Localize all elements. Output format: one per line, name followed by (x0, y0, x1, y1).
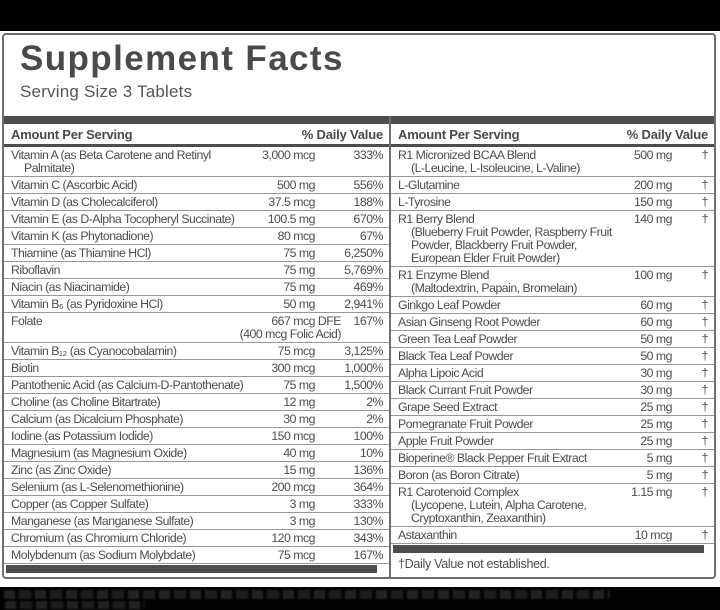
table-row (391, 399, 714, 416)
table-row (4, 211, 389, 228)
nutrient-name: Iodine (as Potassium Iodide) (11, 429, 153, 443)
nutrient-name: Alpha Lipoic Acid (398, 366, 484, 380)
left-table (4, 116, 389, 577)
nutrient-amount: 3,000 mcg (262, 148, 315, 162)
nutrient-daily-value: † (701, 178, 708, 192)
nutrient-amount: 50 mg (283, 297, 315, 311)
nutrient-name: Choline (as Choline Bitartrate) (11, 395, 161, 409)
table-row (4, 513, 389, 530)
table-row (4, 245, 389, 262)
nutrient-name: Vitamin B₆ (as Pyridoxine HCl) (11, 297, 163, 311)
table-row (4, 462, 389, 479)
table-row (4, 177, 389, 194)
table-row (391, 147, 714, 177)
nutrient-name: Vitamin A (as Beta Carotene and Retinyl Palmitate) (11, 148, 211, 175)
nutrient-name: Vitamin B₁₂ (as Cyanocobalamin) (11, 344, 177, 358)
table-row (4, 496, 389, 513)
nutrient-daily-value: † (701, 528, 708, 542)
nutrient-daily-value: 2% (366, 412, 383, 426)
table-row (391, 177, 714, 194)
nutrient-amount: 75 mg (283, 378, 315, 392)
nutrient-daily-value: 1,000% (344, 361, 383, 375)
nutrient-name: Manganese (as Manganese Sulfate) (11, 514, 194, 528)
nutrient-name: Magnesium (as Magnesium Oxide) (11, 446, 187, 460)
table-row (4, 296, 389, 313)
nutrient-name: Folate (11, 314, 43, 328)
nutrient-daily-value: 130% (353, 514, 383, 528)
table-row (4, 194, 389, 211)
nutrient-amount: 30 mg (283, 412, 315, 426)
nutrient-daily-value: 1,500% (344, 378, 383, 392)
nutrient-name: Bioperine® Black Pepper Fruit Extract (398, 451, 587, 465)
nutrient-daily-value: † (701, 485, 708, 499)
nutrient-daily-value: † (701, 383, 708, 397)
nutrient-name: Asian Ginseng Root Powder (398, 315, 540, 329)
nutrient-daily-value: 333% (353, 497, 383, 511)
nutrient-amount: 1.15 mg (631, 485, 672, 499)
table-row (391, 484, 714, 527)
nutrient-amount: 100 mg (633, 268, 672, 282)
table-row (4, 360, 389, 377)
nutrient-name: Ginkgo Leaf Powder (398, 298, 501, 312)
table-row (391, 365, 714, 382)
nutrient-daily-value: 67% (359, 229, 383, 243)
nutrient-amount: 75 mcg (277, 548, 315, 562)
nutrient-amount: 3 mg (289, 497, 315, 511)
nutrient-amount: 75 mg (283, 246, 315, 260)
nutrient-name: R1 Enzyme Blend (Maltodextrin, Papain, Bromelain) (398, 268, 577, 295)
table-row (391, 467, 714, 484)
supplement-facts-panel (2, 33, 716, 579)
nutrient-amount: 50 mg (640, 349, 672, 363)
nutrient-daily-value: † (701, 366, 708, 380)
nutrient-daily-value: † (701, 434, 708, 448)
nutrient-amount: 10 mcg (634, 528, 672, 542)
nutrient-amount: 25 mg (640, 417, 672, 431)
nutrient-amount: 80 mcg (277, 229, 315, 243)
nutrient-amount: 75 mg (283, 280, 315, 294)
nutrient-amount: 25 mg (640, 434, 672, 448)
table-row (391, 194, 714, 211)
right-table (391, 116, 714, 577)
table-row (4, 445, 389, 462)
obscured-text-line (5, 601, 145, 609)
panel-title: Supplement Facts (20, 39, 344, 78)
nutrient-amount: 200 mg (633, 178, 672, 192)
nutrient-rows (4, 147, 389, 564)
nutrient-daily-value: † (701, 212, 708, 226)
nutrient-amount: 120 mcg (271, 531, 315, 545)
nutrient-name: Pomegranate Fruit Powder (398, 417, 533, 431)
nutrient-amount: 50 mg (640, 332, 672, 346)
nutrient-rows (391, 147, 714, 544)
nutrient-amount: 75 mg (283, 263, 315, 277)
nutrient-name: Grape Seed Extract (398, 400, 497, 414)
nutrient-amount: 30 mg (640, 366, 672, 380)
table-row (391, 314, 714, 331)
nutrient-name: Zinc (as Zinc Oxide) (11, 463, 112, 477)
nutrient-name: Thiamine (as Thiamine HCl) (11, 246, 151, 260)
nutrient-name: R1 Micronized BCAA Blend (L-Leucine, L-Isoleucine, L-Valine) (398, 148, 580, 175)
nutrient-amount: 15 mg (283, 463, 315, 477)
nutrient-daily-value: 10% (359, 446, 383, 460)
nutrient-daily-value: † (701, 148, 708, 162)
nutrient-amount: 200 mcg (271, 480, 315, 494)
table-row (4, 377, 389, 394)
top-black-strip (0, 0, 720, 31)
nutrient-name: L-Tyrosine (398, 195, 451, 209)
table-row (4, 428, 389, 445)
divider-bar (391, 116, 714, 124)
nutrient-name: Copper (as Copper Sulfate) (11, 497, 149, 511)
header-daily-value: % Daily Value (626, 127, 708, 142)
table-header (391, 124, 714, 147)
nutrient-daily-value: † (701, 298, 708, 312)
nutrient-daily-value: † (701, 400, 708, 414)
nutrient-daily-value: 333% (353, 148, 383, 162)
nutrient-amount: 30 mg (640, 383, 672, 397)
nutrient-name: Astaxanthin (398, 528, 457, 542)
nutrient-daily-value: † (701, 268, 708, 282)
table-row (4, 279, 389, 296)
nutrient-amount: 12 mg (283, 395, 315, 409)
nutrient-amount: 3 mg (289, 514, 315, 528)
nutrient-name: Selenium (as L-Selenomethionine) (11, 480, 184, 494)
nutrient-name: R1 Carotenoid Complex (Lycopene, Lutein, Alpha Carotene, Cryptoxanthin, Zeaxanthin) (398, 485, 587, 525)
nutrient-amount: 60 mg (640, 298, 672, 312)
nutrient-name: Vitamin E (as D-Alpha Tocopheryl Succinate) (11, 212, 235, 226)
table-row (391, 527, 714, 544)
nutrient-daily-value: † (701, 451, 708, 465)
facts-columns (4, 116, 714, 577)
nutrient-name: R1 Berry Blend (Blueberry Fruit Powder, Raspberry Fruit Powder, Blackberry Fruit Powder, European Elder Fruit Powder) (398, 212, 612, 265)
table-row (391, 433, 714, 450)
nutrient-daily-value: 188% (353, 195, 383, 209)
table-row (391, 450, 714, 467)
table-row (4, 147, 389, 177)
daily-value-footnote: †Daily Value not established. (398, 557, 550, 571)
table-row (391, 297, 714, 314)
header-amount-per-serving: Amount Per Serving (398, 127, 520, 142)
table-row (391, 382, 714, 399)
nutrient-daily-value: 3,125% (344, 344, 383, 358)
table-row (391, 348, 714, 365)
header-amount-per-serving: Amount Per Serving (11, 127, 133, 142)
divider-bar (4, 116, 389, 124)
nutrient-daily-value: 5,769% (344, 263, 383, 277)
nutrient-daily-value: 670% (353, 212, 383, 226)
nutrient-amount: 40 mg (283, 446, 315, 460)
nutrient-daily-value: † (701, 349, 708, 363)
nutrient-amount: 150 mcg (271, 429, 315, 443)
nutrient-amount: 500 mg (276, 178, 315, 192)
nutrient-name: Black Tea Leaf Powder (398, 349, 514, 363)
table-row (4, 479, 389, 496)
table-row (4, 547, 389, 564)
table-row (4, 394, 389, 411)
bottom-black-strip (0, 587, 720, 610)
nutrient-daily-value: 556% (353, 178, 383, 192)
nutrient-daily-value: † (701, 195, 708, 209)
obscured-text-line (4, 590, 610, 599)
nutrient-name: Vitamin D (as Cholecalciferol) (11, 195, 158, 209)
nutrient-name: Black Currant Fruit Powder (398, 383, 533, 397)
nutrient-amount: 140 mg (633, 212, 672, 226)
header-daily-value: % Daily Value (301, 127, 383, 142)
nutrient-daily-value: 167% (353, 548, 383, 562)
nutrient-name: Pantothenic Acid (as Calcium-D-Pantothenate) (11, 378, 244, 392)
nutrient-daily-value: 136% (353, 463, 383, 477)
nutrient-amount: 667 mcg DFE (400 mcg Folic Acid) (239, 314, 341, 341)
table-row (4, 411, 389, 428)
nutrient-name: Vitamin C (Ascorbic Acid) (11, 178, 137, 192)
nutrient-name: Molybdenum (as Sodium Molybdate) (11, 548, 196, 562)
nutrient-name: Apple Fruit Powder (398, 434, 494, 448)
table-row (391, 267, 714, 297)
nutrient-daily-value: 469% (353, 280, 383, 294)
nutrient-name: Chromium (as Chromium Chloride) (11, 531, 187, 545)
nutrient-name: L-Glutamine (398, 178, 460, 192)
nutrient-amount: 37.5 mcg (268, 195, 315, 209)
divider-bar (6, 565, 377, 573)
nutrient-name: Boron (as Boron Citrate) (398, 468, 520, 482)
table-header (4, 124, 389, 147)
nutrient-daily-value: 6,250% (344, 246, 383, 260)
nutrient-daily-value: † (701, 332, 708, 346)
nutrient-name: Biotin (11, 361, 39, 375)
divider-bar (393, 545, 704, 553)
table-row (4, 313, 389, 343)
nutrient-name: Niacin (as Niacinamide) (11, 280, 130, 294)
nutrient-daily-value: † (701, 468, 708, 482)
nutrient-amount: 75 mcg (277, 344, 315, 358)
nutrient-name: Vitamin K (as Phytonadione) (11, 229, 154, 243)
nutrient-amount: 25 mg (640, 400, 672, 414)
table-row (4, 262, 389, 279)
nutrient-daily-value: 343% (353, 531, 383, 545)
nutrient-daily-value: † (701, 417, 708, 431)
nutrient-daily-value: 2,941% (344, 297, 383, 311)
table-row (4, 343, 389, 360)
panel-head (4, 35, 714, 102)
nutrient-daily-value: 364% (353, 480, 383, 494)
nutrient-name: Riboflavin (11, 263, 60, 277)
table-row (391, 331, 714, 348)
nutrient-daily-value: 167% (353, 314, 383, 328)
nutrient-amount: 100.5 mg (267, 212, 315, 226)
table-row (4, 530, 389, 547)
table-row (391, 211, 714, 267)
table-row (4, 228, 389, 245)
nutrient-name: Green Tea Leaf Powder (398, 332, 518, 346)
nutrient-amount: 60 mg (640, 315, 672, 329)
nutrient-name: Calcium (as Dicalcium Phosphate) (11, 412, 183, 426)
nutrient-amount: 500 mg (633, 148, 672, 162)
nutrient-daily-value: 100% (353, 429, 383, 443)
nutrient-daily-value: † (701, 315, 708, 329)
nutrient-amount: 150 mg (633, 195, 672, 209)
nutrient-amount: 300 mcg (271, 361, 315, 375)
table-row (391, 416, 714, 433)
nutrient-amount: 5 mg (646, 451, 672, 465)
serving-size: Serving Size 3 Tablets (20, 82, 193, 101)
nutrient-daily-value: 2% (366, 395, 383, 409)
nutrient-amount: 5 mg (646, 468, 672, 482)
